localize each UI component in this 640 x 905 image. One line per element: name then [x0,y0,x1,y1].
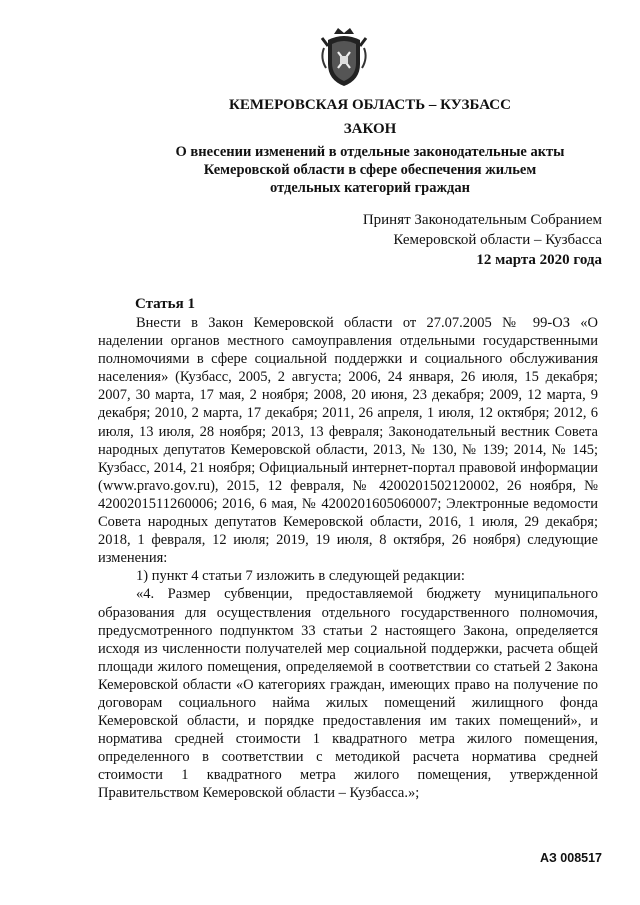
adoption-block [363,210,602,270]
paragraph: «4. Размер субвенции, предоставляемой бюджету муниципального образования для осуществления отдельного государственного полномочия, предусмотренного подпунктом 33 статьи 2 настоящего Закона, определяется исходя из численности получателей мер социальной поддержки, расчета общей площади жилого помещения, определяемой в соответствии со статьей 2 Закона Кемеровской области «О категориях граждан, имеющих право на получение по договорам социального найма жилых помещений жилищного фонда Кемеровской области, и порядке предоставления им таких помещений», и норматива средней стоимости 1 квадратного метра жилого помещения, определенного в соответствии с методикой расчета норматива средней стоимости 1 квадратного метра жилого помещения, утвержденной Правительством Кемеровской области – Кузбасса.»; [98,586,598,802]
kuzbass-coat-of-arms-icon [318,28,370,88]
law-title-line: О внесении изменений в отдельные законодательные акты [175,144,565,160]
paragraph: 1) пункт 4 статьи 7 изложить в следующей редакции: [136,568,465,585]
adoption-line: Кемеровской области – Кузбасса [393,232,602,248]
adoption-date: 12 марта 2020 года [476,252,602,268]
article-title: Статья 1 [135,296,195,312]
paragraph: Внести в Закон Кемеровской области от 27.07.2005 № 99-ОЗ «О наделении органов местного самоуправления отдельными государственными полномочиями в сфере социальной поддержки и социального обслуживания населения» (Кузбасс, 2005, 2 августа; 2006, 24 января, 26 июля, 15 декабря; 2007, 30 марта, 17 мая, 2 ноября; 2008, 20 июня, 23 декабря; 2009, 12 марта, 9 декабря; 2010, 2 марта, 17 декабря; 2011, 26 апреля, 1 июля, 12 октября; 2012, 6 июля, 13 июля, 28 ноября; 2013, 13 февраля; Законодательный вестник Совета народных депутатов Кемеровской области, 2013, № 130, № 139; 2014, № 145; Кузбасс, 2014, 21 ноября; Официальный интернет-портал правовой информации (www.pravo.gov.ru), 2015, 12 февраля, № 4200201502120002, 26 ноября, № 4200201511260006; 2016, 6 мая, № 4200201605060007; Электронные ведомости Совета народных депутатов Кемеровской области, 2016, 1 июля, 29 декабря; 2018, 1 февраля, 12 июля; 2019, 19 июля, 8 октября, 26 ноября) следующие изменения: [98,315,598,567]
law-title-line: Кемеровской области в сфере обеспечения жильем [203,162,537,178]
form-code: АЗ 008517 [539,851,602,865]
law-title-line: отдельных категорий граждан [270,180,470,196]
article-body [98,314,598,803]
region-heading: КЕМЕРОВСКАЯ ОБЛАСТЬ – КУЗБАСС [229,97,511,113]
document-type: ЗАКОН [343,121,397,137]
adoption-line: Принят Законодательным Собранием [362,212,602,228]
law-title [100,143,640,197]
